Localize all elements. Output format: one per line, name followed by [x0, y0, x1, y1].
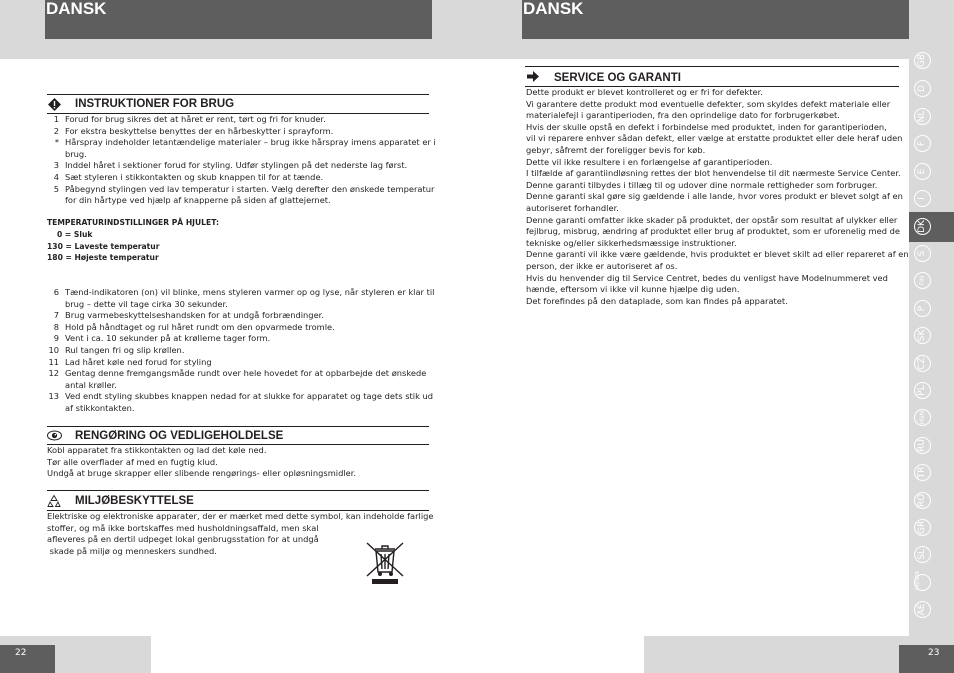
service-line: materialefejl i garantiperioden, fra den oprindelige dato for forbrugerkøbet. — [526, 110, 840, 121]
language-tab-nl[interactable]: NL — [914, 108, 931, 125]
list-item-text: Gentag denne fremgangsmåde rundt over hele hovedet for at opbarbejde det ønskede — [65, 368, 427, 379]
service-top-rule — [525, 66, 899, 67]
right-header-title: DANSK — [523, 0, 584, 18]
list-item-text: for din hårtype ved hjælp af knapperne på siden af glattejernet. — [65, 195, 331, 206]
list-item-number: 6 — [53, 287, 59, 297]
temperature-line: 0 = Sluk — [57, 230, 93, 239]
left-page-number-box — [0, 645, 55, 673]
service-line: Hvis der skulle opstå en defekt i forbindelse med produktet, inden for garantiperioden, — [526, 121, 887, 132]
list-item-text: Ved endt styling skubbes knappen nedad for at slukke for apparatet og tage dets stik ud — [65, 391, 434, 402]
list-item — [47, 368, 429, 380]
cleaning-top-rule — [47, 426, 429, 427]
language-tab-hun[interactable]: HUN — [914, 409, 931, 426]
list-item-text: Forud for brug sikres det at håret er rent, tørt og fri for knuder. — [65, 114, 326, 124]
eye-icon — [47, 430, 62, 441]
right-page-number: 23 — [928, 648, 940, 658]
list-item-number: 13 — [48, 391, 59, 402]
arrow-right-icon — [527, 71, 539, 82]
list-item-text: Inddel håret i sektioner forud for styling. Udfør stylingen på det nederste lag først. — [65, 160, 408, 171]
list-item-number: * — [54, 137, 59, 148]
temperature-heading: TEMPERATURINDSTILLINGER PÅ HJULET: — [47, 218, 219, 227]
service-line: Dette produkt er blevet kontrolleret og er fri for defekter. — [526, 87, 763, 97]
weee-bin-icon — [364, 540, 406, 586]
language-tab-ae[interactable]: AE — [914, 601, 931, 618]
list-item-text: Sæt styleren i stikkontakten og skub knappen til for at tænde. — [65, 172, 324, 182]
list-item — [47, 333, 429, 345]
service-line: Denne garanti omfatter ikke skader på produktet, der opstår som resultat af ulykker eller — [526, 214, 898, 225]
list-item-text: Lad håret køle ned forud for styling — [65, 356, 212, 367]
list-item — [47, 299, 429, 311]
language-tab-ru[interactable]: RU — [914, 437, 931, 454]
environment-title: MILJØBESKYTTELSE — [75, 495, 194, 507]
language-tab-ro[interactable]: RO — [914, 492, 931, 509]
service-line: Denne garanti skal gøre sig gældende i alle lande, hvor vores produkt er blevet solgt af en — [526, 191, 903, 202]
temperature-line: 130 = Laveste temperatur — [47, 242, 160, 251]
list-item-text: Vent i ca. 10 sekunder på at krøllerne tager form. — [65, 333, 271, 344]
service-line: gebyr, såfremt der foreligger bevis for køb. — [526, 145, 706, 155]
info-icon — [48, 98, 61, 111]
language-tab-p[interactable]: P — [914, 300, 931, 317]
list-item-number: 12 — [48, 368, 59, 379]
service-line: vil vi reparere enhver sådan defekt, eller vælge at erstatte produktet eller dele heraf uden — [526, 133, 903, 144]
list-item-number: 5 — [53, 183, 59, 194]
instructions-title: INSTRUKTIONER FOR BRUG — [75, 98, 235, 110]
list-item-number: 2 — [53, 125, 59, 136]
service-line: Denne garanti vil ikke være gældende, hvis produktet er blevet skilt ad eller repareret af en — [526, 249, 909, 260]
list-item-number: 8 — [53, 321, 59, 332]
service-title: SERVICE OG GARANTI — [554, 72, 681, 84]
cleaning-line: Kobl apparatet fra stikkontakten og lad det køle ned. — [47, 445, 267, 455]
service-line: Denne garanti tilbydes i tillæg til og udover dine normale rettigheder som forbruger. — [526, 179, 878, 190]
language-tab-gb[interactable]: GB — [914, 52, 931, 69]
language-tab-tr[interactable]: TR — [914, 464, 931, 481]
right-page-number-box — [899, 645, 954, 673]
list-item — [47, 310, 429, 322]
left-page-number: 22 — [15, 648, 27, 658]
list-item — [47, 357, 429, 369]
service-line: fejlbrug, misbrug, ændring af produktet eller brug af produktet, som er uforenelig med de — [526, 226, 900, 237]
language-tab-gr[interactable]: GR — [914, 519, 931, 536]
list-item-number: 4 — [53, 172, 59, 182]
list-item — [47, 126, 429, 138]
list-item-text: brug. — [65, 148, 87, 159]
left-page-header — [45, 0, 432, 39]
list-item-text: af stikkontakten. — [65, 403, 135, 413]
list-item-number: 7 — [53, 310, 59, 321]
language-tab-fin[interactable]: FIN — [914, 272, 931, 289]
cleaning-line: Undgå at bruge skrapper eller slibende rengørings- eller opløsningsmidler. — [47, 468, 357, 478]
list-item-text: For ekstra beskyttelse benyttes der en hårbeskytter i sprayform. — [65, 125, 334, 136]
service-line: Hvis du henvender dig til Service Centret, bedes du venligst have Modelnummeret ved — [526, 272, 888, 283]
list-item — [47, 149, 429, 161]
service-line: Vi garantere dette produkt mod eventuelle defekter, som skyldes defekt materiale eller — [526, 98, 891, 109]
service-line: I tilfælde af garantiindløsning rettes der blot henvendelse til dit nærmeste Service Center. — [526, 168, 901, 179]
list-item — [47, 114, 429, 126]
language-tab-d[interactable]: D — [914, 80, 931, 97]
cleaning-line: Tør alle overflader af med en fugtig klud. — [47, 457, 218, 467]
list-item-text: Tænd-indikatoren (on) vil blinke, mens styleren varmer op og lyse, når styleren er klar til — [65, 287, 435, 297]
environment-line: afleveres på en dertil udpeget lokal genbrugsstation for at undgå — [47, 534, 319, 544]
list-item — [47, 183, 435, 196]
language-tab-sk[interactable]: SK — [914, 327, 931, 344]
list-item-number: 10 — [48, 345, 59, 355]
list-item — [47, 380, 429, 392]
service-line: Det forefindes på den dataplade, som kan findes på apparatet. — [526, 295, 788, 306]
service-line: person, der ikke er autoriseret af os. — [526, 261, 678, 271]
list-item-text: Rul tangen fri og slip krøllen. — [65, 345, 185, 355]
language-tab-cz[interactable]: CZ — [914, 355, 931, 372]
recycle-icon — [47, 494, 61, 508]
language-tab-f[interactable]: F — [914, 135, 931, 152]
left-header-title: DANSK — [46, 0, 107, 18]
list-item-text: brug – dette vil tage cirka 30 sekunder. — [65, 298, 228, 309]
service-line: autoriseret forhandler. — [526, 203, 619, 213]
list-item — [47, 403, 429, 415]
right-page-header — [522, 0, 909, 39]
list-item-number: 1 — [53, 114, 59, 124]
environment-line: Elektriske og elektroniske apparater, der er mærket med dette symbol, kan indeholde farlige — [47, 511, 434, 521]
service-line: tekniske og/eller sikkerhedsmæssige instruktioner. — [526, 237, 737, 248]
language-tab-dk[interactable]: DK — [914, 218, 931, 235]
list-item-text: Brug varmebeskyttelseshandsken for at undgå forbrændinger. — [65, 310, 324, 321]
environment-top-rule — [47, 490, 429, 491]
cleaning-title: RENGØRING OG VEDLIGEHOLDELSE — [75, 430, 284, 442]
list-item — [47, 172, 429, 184]
language-tab-s[interactable]: S — [914, 245, 931, 262]
list-item-text: Hårspray indeholder letantændelige materialer – brug ikke hårspray imens apparatet er i — [65, 137, 436, 148]
temperature-line: 180 = Højeste temperatur — [47, 253, 159, 262]
language-tab-sl[interactable]: SL — [914, 546, 931, 563]
list-item-number: 11 — [48, 356, 59, 367]
environment-line: skade på miljø og menneskers sundhed. — [47, 546, 217, 556]
list-item — [47, 195, 429, 207]
language-tab-pl[interactable]: PL — [914, 382, 931, 399]
list-item — [47, 322, 429, 334]
list-item-text: Påbegynd stylingen ved lav temperatur i starten. Vælg derefter den ønskede temperatur — [65, 183, 435, 194]
language-tab-e[interactable]: E — [914, 163, 931, 180]
list-item — [47, 287, 435, 299]
environment-line: stoffer, og må ikke bortskaffes med husholdningsaffald, men skal — [47, 523, 319, 533]
language-tab-i[interactable]: I — [914, 190, 931, 207]
service-line: Dette vil ikke resultere i en forlængelse af garantiperioden. — [526, 156, 773, 167]
list-item-text: Hold på håndtaget og rul håret rundt om den opvarmede tromle. — [65, 321, 335, 332]
list-item-number: 9 — [53, 333, 59, 344]
list-item — [47, 160, 429, 172]
instructions-top-rule — [47, 94, 429, 95]
language-tab-hrsrb[interactable]: HR/SRB — [914, 574, 931, 591]
list-item — [47, 391, 434, 403]
list-item-text: antal krøller. — [65, 379, 117, 390]
list-item-number: 3 — [53, 160, 59, 171]
list-item — [47, 345, 429, 357]
service-line: hænde, eftersom vi ikke vil kunne hjælpe dig uden. — [526, 284, 740, 295]
list-item — [47, 137, 436, 149]
